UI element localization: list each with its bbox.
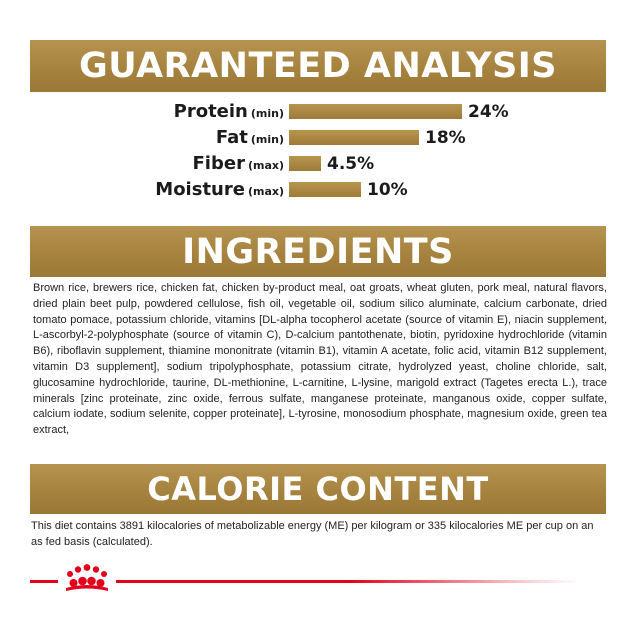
nutrient-name: Moisture <box>155 179 245 200</box>
calorie-content-banner <box>30 464 606 514</box>
nutrient-value: 10% <box>367 180 408 200</box>
nutrient-bar <box>289 130 419 145</box>
nutrient-name: Protein <box>173 101 248 122</box>
calorie-content-text: This diet contains 3891 kilocalories of metabolizable energy (ME) per kilogram or 335 kilocalories ME per cup on an as fed basis (calculated). <box>31 520 594 548</box>
nutrient-bar <box>289 156 321 171</box>
nutrient-qualifier: (max) <box>247 159 284 172</box>
ingredients-banner <box>30 226 606 277</box>
ingredients-title: INGREDIENTS <box>182 231 454 272</box>
nutrient-row-moisture <box>0 178 630 202</box>
nutrient-qualifier: (min) <box>250 107 284 120</box>
nutrient-bar <box>289 104 462 119</box>
nutrient-bar <box>289 182 361 197</box>
nutrient-value: 24% <box>468 102 509 122</box>
guaranteed-analysis-banner <box>30 40 606 92</box>
royal-canin-crown-icon <box>58 563 116 593</box>
nutrient-row-protein <box>0 100 630 124</box>
ingredients-text: Brown rice, brewers rice, chicken fat, chicken by-product meal, oat groats, wheat gluten, pork meal, natural flavors, dried plain beet pulp, powdered cellulose, fish oil, vegetable oil, sodium silico aluminate, calcium carbonate, dried tomato pomace, potassium chloride, vitamins [DL-alpha tocopherol acetate (source of vitamin E), niacin supplement, L-ascorbyl-2-polyphosphate (source of vitamin C), D-calcium pantothenate, biotin, pyridoxine hydrochloride (vitamin B6), riboflavin supplement, thiamine mononitrate (vitamin B1), vitamin A acetate, folic acid, vitamin B12 supplement, vitamin D3 supplement], sodium tripolyphosphate, potassium citrate, hydrolyzed yeast, choline chloride, salt, glucosamine hydrochloride, taurine, DL-methionine, L-carnitine, L-lysine, marigold extract (Tagetes erecta L.), trace minerals [zinc proteinate, zinc oxide, ferrous sulfate, manganese proteinate, manganous oxide, copper sulfate, calcium iodate, sodium selenite, copper proteinate], L-tyrosine, monosodium phosphate, magnesium oxide, green tea extract, <box>33 282 607 437</box>
nutrient-value: 4.5% <box>327 154 375 174</box>
nutrient-qualifier: (max) <box>247 185 284 198</box>
nutrient-name: Fiber <box>192 153 245 174</box>
nutrient-value: 18% <box>425 128 466 148</box>
calorie-content-title: CALORIE CONTENT <box>147 470 489 508</box>
nutrient-row-fat <box>0 126 630 150</box>
nutrient-row-fiber <box>0 152 630 176</box>
guaranteed-analysis-title: GUARANTEED ANALYSIS <box>78 46 558 86</box>
nutrient-name: Fat <box>215 127 248 148</box>
nutrient-qualifier: (min) <box>250 133 284 146</box>
